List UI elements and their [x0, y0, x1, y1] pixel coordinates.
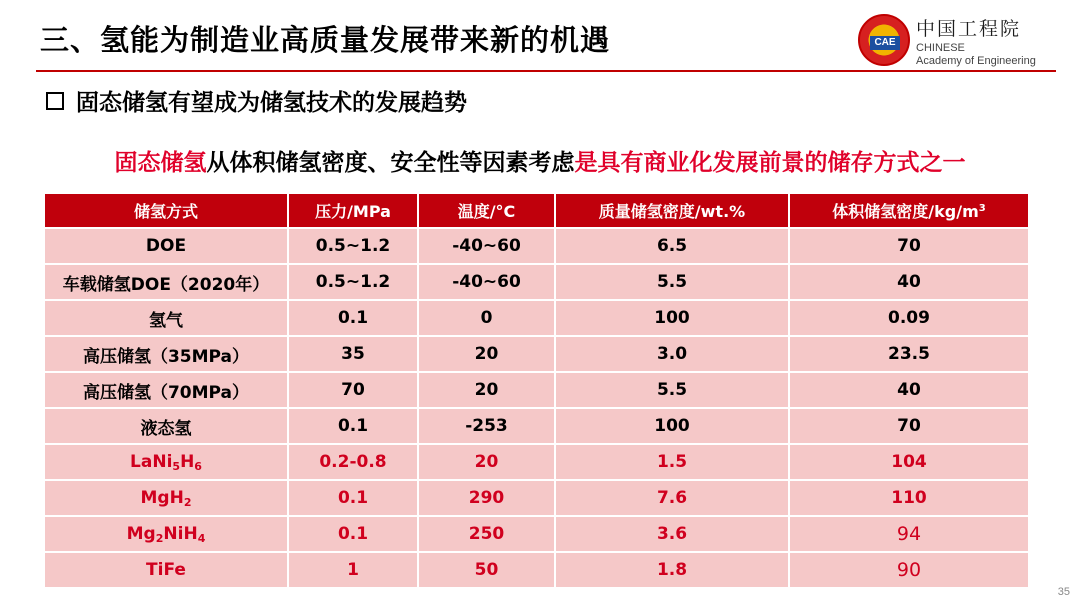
cell-volume-density: 0.09 — [789, 300, 1028, 336]
table-row — [45, 444, 1028, 480]
cell-method: DOE — [45, 228, 288, 264]
table-row — [45, 372, 1028, 408]
key-message-part3: 是具有商业化发展前景的储存方式之一 — [574, 150, 966, 176]
cell-volume-density: 104 — [789, 444, 1028, 480]
cell-method: 高压储氢（35MPa） — [45, 336, 288, 372]
cell-volume-density: 40 — [789, 264, 1028, 300]
cell-pressure: 0.1 — [288, 300, 418, 336]
key-message-part2: 从体积储氢密度、安全性等因素考虑 — [206, 150, 575, 176]
cell-pressure: 70 — [288, 372, 418, 408]
cell-mass-density: 6.5 — [555, 228, 789, 264]
cell-pressure: 35 — [288, 336, 418, 372]
formula-subscript: 2 — [155, 531, 164, 545]
cell-pressure: 0.1 — [288, 480, 418, 516]
cell-temperature: 0 — [418, 300, 555, 336]
cell-mass-density: 3.6 — [555, 516, 789, 552]
cell-method — [45, 516, 288, 552]
table-header-row — [45, 194, 1028, 228]
cell-temperature: -40~60 — [418, 228, 555, 264]
header-temperature: 温度/°C — [418, 194, 555, 228]
formula-part: H — [180, 451, 195, 472]
header-volume-density-exp: 3 — [978, 203, 986, 214]
logo-cn-name: 中国工程院 — [916, 18, 1022, 40]
title-divider — [36, 70, 1056, 72]
table-row — [45, 408, 1028, 444]
table-row — [45, 264, 1028, 300]
cell-temperature: 250 — [418, 516, 555, 552]
cell-mass-density: 100 — [555, 408, 789, 444]
cell-pressure: 0.2-0.8 — [288, 444, 418, 480]
emblem-text: CAE — [870, 36, 900, 50]
header-method: 储氢方式 — [45, 194, 288, 228]
cell-temperature: -253 — [418, 408, 555, 444]
cell-temperature: -40~60 — [418, 264, 555, 300]
header-volume-density-text: 体积储氢密度/kg/m — [832, 202, 979, 221]
cell-method — [45, 444, 288, 480]
cell-volume-density: 23.5 — [789, 336, 1028, 372]
page-title: 三、氢能为制造业高质量发展带来新的机遇 — [40, 23, 611, 57]
header-pressure: 压力/MPa — [288, 194, 418, 228]
formula-subscript: 2 — [183, 495, 192, 509]
key-message-part1: 固态储氢 — [114, 150, 207, 176]
cell-mass-density: 7.6 — [555, 480, 789, 516]
checkbox-bullet-icon — [46, 92, 64, 110]
subtitle-text: 固态储氢有望成为储氢技术的发展趋势 — [76, 90, 467, 116]
hydrogen-storage-table — [45, 194, 1028, 587]
cae-logo — [858, 14, 1058, 70]
cell-pressure: 1 — [288, 552, 418, 587]
key-message — [0, 144, 1080, 177]
cell-volume-density: 110 — [789, 480, 1028, 516]
cell-volume-density: 40 — [789, 372, 1028, 408]
cell-method: 液态氢 — [45, 408, 288, 444]
formula-subscript: 6 — [194, 459, 202, 473]
page-number: 35 — [1057, 586, 1070, 598]
cell-pressure: 0.1 — [288, 408, 418, 444]
cell-volume-density: 70 — [789, 408, 1028, 444]
cell-volume-density: 94 — [789, 516, 1028, 552]
formula-subscript: 4 — [197, 531, 206, 545]
table-row — [45, 480, 1028, 516]
cell-temperature: 290 — [418, 480, 555, 516]
formula-part: Mg — [126, 523, 156, 544]
cell-temperature: 50 — [418, 552, 555, 587]
cell-mass-density: 3.0 — [555, 336, 789, 372]
logo-en-line1: CHINESE — [916, 42, 965, 54]
logo-en-line2: Academy of Engineering — [916, 55, 1036, 67]
cell-pressure: 0.5~1.2 — [288, 264, 418, 300]
table-row — [45, 516, 1028, 552]
section-subtitle — [46, 84, 467, 117]
formula-subscript: 5 — [172, 459, 181, 473]
table-row — [45, 300, 1028, 336]
table-row — [45, 552, 1028, 587]
cell-temperature: 20 — [418, 372, 555, 408]
cell-mass-density: 1.5 — [555, 444, 789, 480]
table-row — [45, 228, 1028, 264]
cell-mass-density: 5.5 — [555, 264, 789, 300]
cell-method — [45, 480, 288, 516]
header-volume-density — [789, 194, 1028, 228]
table-row — [45, 336, 1028, 372]
cell-temperature: 20 — [418, 444, 555, 480]
cell-method: TiFe — [45, 552, 288, 587]
cell-pressure: 0.1 — [288, 516, 418, 552]
cell-method: 高压储氢（70MPa） — [45, 372, 288, 408]
cell-volume-density: 90 — [789, 552, 1028, 587]
cell-mass-density: 1.8 — [555, 552, 789, 587]
formula-part: LaNi — [130, 451, 173, 472]
header-mass-density: 质量储氢密度/wt.% — [555, 194, 789, 228]
cell-pressure: 0.5~1.2 — [288, 228, 418, 264]
cell-method: 车载储氢DOE（2020年） — [45, 264, 288, 300]
cell-mass-density: 100 — [555, 300, 789, 336]
formula-part: MgH — [140, 487, 184, 508]
cell-mass-density: 5.5 — [555, 372, 789, 408]
cell-volume-density: 70 — [789, 228, 1028, 264]
cell-method: 氢气 — [45, 300, 288, 336]
cell-temperature: 20 — [418, 336, 555, 372]
formula-part: NiH — [163, 523, 198, 544]
cae-emblem-icon — [858, 14, 910, 66]
